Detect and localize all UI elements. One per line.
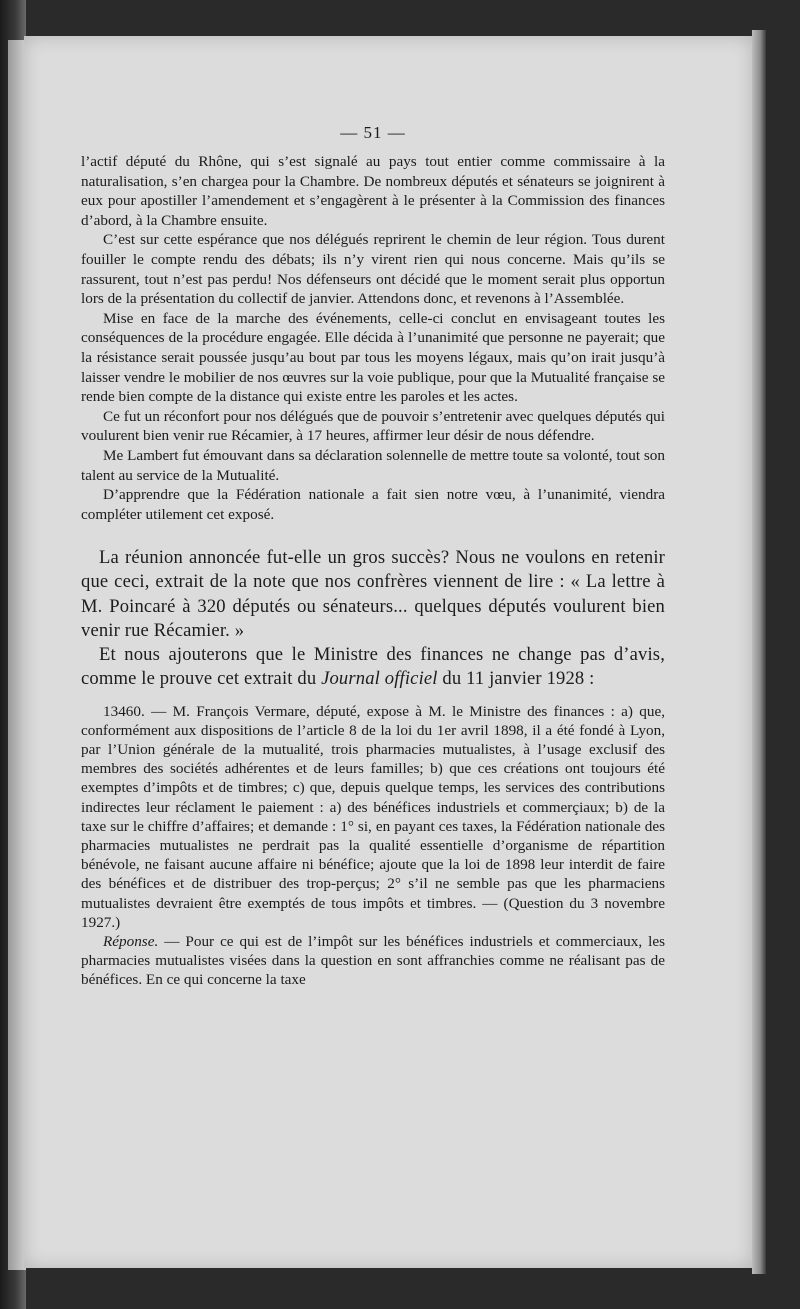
ministerial-response — [81, 932, 665, 990]
paragraph: Mise en face de la marche des événements, celle-ci conclut en envisageant toutes les conséquences de la procédure engagée. Elle décida à l’unanimité que personne ne payerait; que la résistance serait poussée jusqu’au bout par tous les moyens légaux, mais qu’on irait jusqu’à laisser vendre le mobilier de nos œuvres sur la voie publique, pour que la Mutualité française se rende bien compte de la distance qui existe entre les paroles et les actes. — [81, 309, 665, 406]
page-content — [81, 123, 665, 990]
commentary-paragraph: La réunion annoncée fut-elle un gros succès? Nous ne voulons en retenir que ceci, extrait de la note que nos confrères viennent de lire : « La lettre à M. Poincaré à 320 députés ou sénateurs... quelques députés voulurent bien venir rue Récamier. » — [81, 547, 665, 641]
journal-title: Journal officiel — [321, 668, 438, 690]
commentary-text: du 11 janvier 1928 : — [437, 668, 595, 690]
page-right-edge — [752, 30, 766, 1274]
commentary-paragraph — [81, 643, 665, 691]
paragraph: C’est sur cette espérance que nos délégués reprirent le chemin de leur région. Tous durent fouiller le compte rendu des débats; ils n’y virent rien qui nous concerne. Mais qu’ils se rassurent, tout n’est pas perdu! Nos défenseurs ont décidé que le moment serait plus opportun lors de la présentation du collectif de janvier. Attendons donc, et revenons à l’Assemblée. — [81, 231, 665, 308]
paragraph: Ce fut un réconfort pour nos délégués que de pouvoir s’entretenir avec quelques députés qui voulurent bien venir rue Récamier, à 17 heures, affirmer leur désir de nous défendre. — [81, 407, 665, 445]
paragraph: D’apprendre que la Fédération nationale a fait sien notre vœu, à l’unanimité, viendra compléter utilement cet exposé. — [81, 486, 665, 523]
response-text: — Pour ce qui est de l’impôt sur les bénéfices industriels et commerciaux, les pharmacies mutualistes visées dans la question en sont affranchies comme ne réalisant pas de bénéfices. En ce qui concerne la taxe — [81, 932, 665, 989]
paragraph: l’actif député du Rhône, qui s’est signalé au pays tout entier comme commissaire à la naturalisation, s’en chargea pour la Chambre. De nombreux députés et sénateurs se joignirent à eux pour apostiller l’amendement et s’engagèrent à le présenter à la Commission des finances d’abord, à la Chambre ensuite. — [81, 153, 665, 229]
page-number: — 51 — — [340, 123, 406, 142]
commentary-section — [81, 546, 665, 691]
response-label: Réponse. — [103, 932, 159, 950]
paragraph: Me Lambert fut émouvant dans sa déclaration solennelle de mettre toute sa volonté, tout son talent au service de la Mutualité. — [81, 446, 665, 484]
commentary-text: Et nous ajouterons que le Ministre des finances ne change pas d’avis, comme le prouve cet extrait du — [81, 644, 665, 690]
report-section — [81, 152, 665, 524]
official-journal-extract — [81, 702, 665, 990]
parliamentary-question: 13460. — M. François Vermare, député, expose à M. le Ministre des finances : a) que, conformément aux dispositions de l’article 8 de la loi du 1er avril 1898, il a été fondé à Lyon, par l’Union générale de la mutualité, trois pharmacies mutualistes, à l’usage exclusif des membres des sociétés adhérentes et de leurs familles; b) que ces créations ont toujours été exemptes d’impôts et de timbres; c) que, depuis quelque temps, les services des contributions indirectes leur réclament le paiement : a) des bénéfices industriels et commerçiaux; b) de la taxe sur le chiffre d’affaires; et demande : 1° si, en payant ces taxes, la Fédération nationale des pharmacies mutualistes ne perdrait pas la qualité essentielle d’organisme de répartition bénévole, ne faisant aucune affaire ni bénéfice; ajoute que la loi de 1898 leur interdit de faire des bénéfices et de distribuer des trop-perçus; 2° s’il ne semble pas que les pharmaciens mutualistes devraient être exemptés de tous impôts et timbres. — (Question du 3 novembre 1927.) — [81, 702, 665, 931]
